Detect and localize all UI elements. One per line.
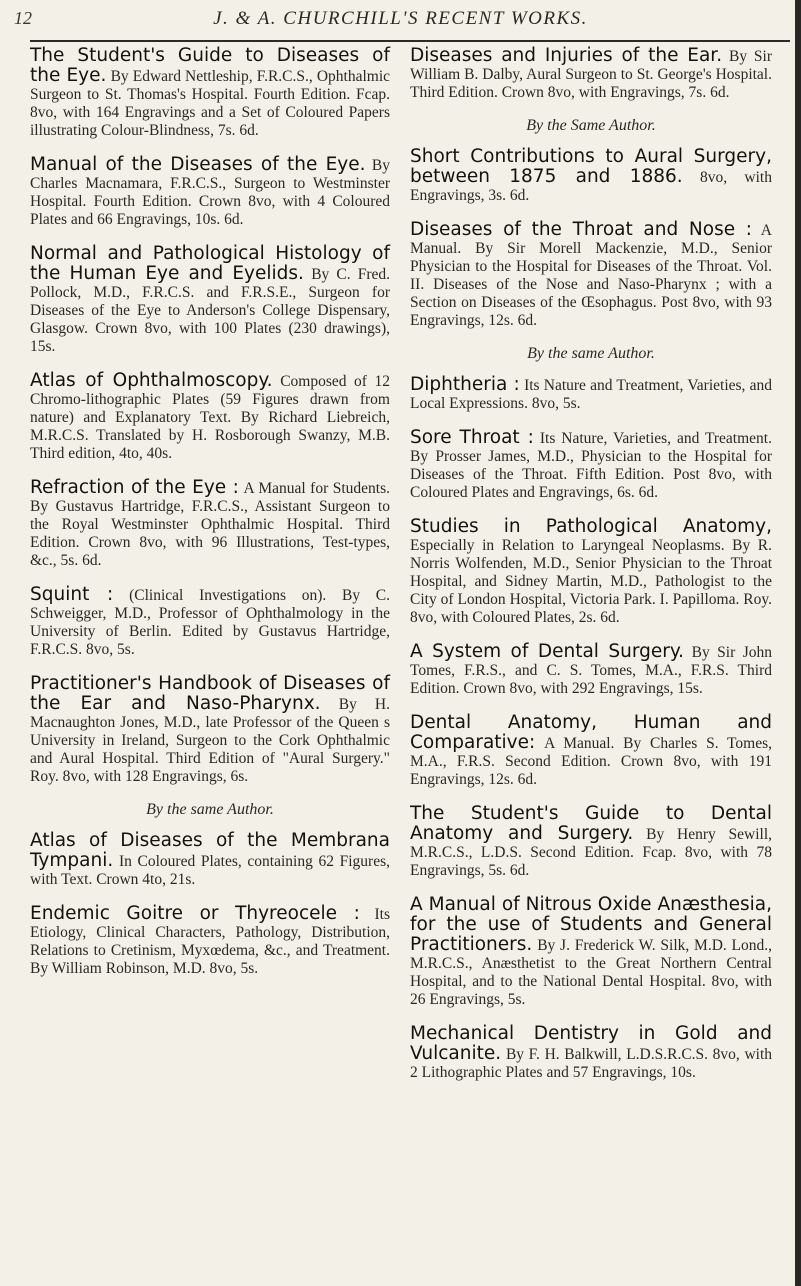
book-entry [410, 642, 772, 698]
book-title: Practitioner's Handbook of Diseases of the Ear and Naso-Pharynx. [30, 673, 390, 714]
book-entry [410, 804, 772, 880]
book-entry [30, 478, 390, 570]
book-entry [410, 713, 772, 789]
book-title: Diseases of the Throat and Nose : [410, 219, 752, 240]
book-entry [30, 831, 390, 889]
left-column [30, 46, 390, 993]
book-title: The Student's Guide to Diseases of the Eye. [30, 45, 390, 86]
book-title: Squint : [30, 584, 114, 605]
book-title: Studies in Pathological Anatomy, [410, 516, 772, 537]
book-entry [410, 220, 772, 330]
book-title: Diseases and Injuries of the Ear. [410, 45, 723, 66]
book-title: Short Contributions to Aural Surgery, between 1875 and 1886. [410, 146, 772, 187]
book-description: Composed of 12 Chromo-lithographic Plates (59 Figures drawn from nature) and Explanatory Text. By Richard Liebreich, M.R.C.S. Translated by H. Rosborough Swanzy, M.B. Third edition, 4to, 40s. [30, 373, 391, 462]
book-description: By Sir William B. Dalby, Aural Surgeon to St. George's Hospital. Third Edition. Crown 8vo, with Engravings, 7s. 6d. [410, 48, 772, 101]
book-title: The Student's Guide to Dental Anatomy and Surgery. [410, 803, 772, 844]
book-description: By Henry Sewill, M.R.C.S., L.D.S. Second Edition. Fcap. 8vo, with 78 Engravings, 5s. 6d. [410, 826, 773, 879]
book-entry [30, 155, 390, 229]
book-title: A Manual of Nitrous Oxide Anæsthesia, for the use of Students and General Practitioners. [410, 894, 772, 955]
book-description: Its Nature, Varieties, and Treatment. By Prosser James, M.D., Physician to the Hospital for Diseases of the Throat. Fifth Edition. Post 8vo, with Coloured Plates and Engravings, 6s. 6d. [410, 430, 772, 501]
book-title: Normal and Pathological Histology of the Human Eye and Eyelids. [30, 243, 390, 284]
book-title: Dental Anatomy, Human and Comparative: [410, 712, 772, 753]
book-title: Mechanical Dentistry in Gold and Vulcanite. [410, 1023, 772, 1064]
book-title: A System of Dental Surgery. [410, 641, 685, 662]
byline: By the Same Author. [526, 117, 656, 134]
book-description: By Charles Macnamara, F.R.C.S., Surgeon to Westminster Hospital. Fourth Edition. Crown 8vo, with 4 Coloured Plates and 66 Engravings, 10s. 6d. [30, 157, 390, 228]
book-description: By J. Frederick W. Silk, M.D. Lond., M.R.C.S., Anæsthetist to the Great Northern Central Hospital, and to the National Dental Hospital. 8vo, with 26 Engravings, 5s. [410, 937, 772, 1008]
byline: By the same Author. [146, 801, 274, 818]
running-title: J. & A. CHURCHILL'S RECENT WORKS. [213, 8, 588, 29]
book-entry [30, 46, 390, 140]
book-entry [30, 244, 390, 356]
page-edge [795, 0, 801, 1286]
book-description: A Manual for Students. By Gustavus Hartridge, F.R.C.S., Assistant Surgeon to the Royal Westminster Ophthalmic Hospital. Third Edition. Crown 8vo, with 96 Illustrations, Test-types, &c., 5s. 6d. [30, 480, 391, 569]
right-column [410, 46, 772, 1097]
book-description: Especially in Relation to Laryngeal Neoplasms. By R. Norris Wolfenden, M.D., Senior Physician to the Throat Hospital, and Sidney Martin, M.D., Pathologist to the City of London Hospital, Victoria Park. I. Papilloma. Roy. 8vo, with Coloured Plates, 2s. 6d. [410, 537, 772, 626]
book-description: In Coloured Plates, containing 62 Figures, with Text. Crown 4to, 21s. [30, 853, 390, 888]
byline: By the same Author. [527, 345, 655, 362]
book-entry [410, 375, 772, 413]
book-description: Its Etiology, Clinical Characters, Pathology, Distribution, Relations to Cretinism, Myxœdema, &c., and Treatment. By William Robinson, M.D. 8vo, 5s. [30, 906, 390, 977]
header-rule [30, 40, 790, 42]
book-description: By Edward Nettleship, F.R.C.S., Ophthalmic Surgeon to St. Thomas's Hospital. Fourth Edition. Fcap. 8vo, with 164 Engravings and a Set of Coloured Papers illustrating Colour-Blindness, 7s. 6d. [30, 68, 391, 139]
book-entry [410, 428, 772, 502]
book-entry [30, 371, 390, 463]
book-description: A Manual. By Sir Morell Mackenzie, M.D., Senior Physician to the Hospital for Diseases of the Throat. Vol. II. Diseases of the Nose and Naso-Pharynx ; with a Section on Diseases of the Œsophagus. Post 8vo, with 93 Engravings, 12s. 6d. [410, 222, 772, 329]
book-title: Endemic Goitre or Thyreocele : [30, 903, 360, 924]
book-description: By C. Fred. Pollock, M.D., F.R.C.S. and F.R.S.E., Surgeon for Diseases of the Eye to Anderson's College Dispensary, Glasgow. Crown 8vo, with 100 Plates (230 drawings), 15s. [30, 266, 390, 355]
page-number: 12 [14, 8, 32, 28]
book-entry [410, 1024, 772, 1082]
book-description: By H. Macnaughton Jones, M.D., late Professor of the Queen s University in Ireland, Surgeon to the Cork Ophthalmic and Aural Hospital. Third Edition of "Aural Surgery." Roy. 8vo, with 128 Engravings, 6s. [30, 696, 391, 785]
book-title: Atlas of Diseases of the Membrana Tympani. [30, 830, 390, 871]
book-description: Its Nature and Treatment, Varieties, and Local Expressions. 8vo, 5s. [410, 377, 773, 412]
book-entry [30, 904, 390, 978]
book-title: Atlas of Ophthalmoscopy. [30, 370, 273, 391]
book-description: A Manual. By Charles S. Tomes, M.A., F.R.S. Second Edition. Crown 8vo, with 191 Engravings, 12s. 6d. [410, 735, 773, 788]
book-entry [30, 585, 390, 659]
book-title: Diphtheria : [410, 374, 520, 395]
book-entry [410, 895, 772, 1009]
book-entry [410, 46, 772, 102]
book-entry [410, 517, 772, 627]
book-description: By Sir John Tomes, F.R.S., and C. S. Tomes, M.A., F.R.S. Third Edition. Crown 8vo, with 292 Engravings, 15s. [410, 644, 773, 697]
book-title: Refraction of the Eye : [30, 477, 239, 498]
book-description: By F. H. Balkwill, L.D.S.R.C.S. 8vo, with 2 Lithographic Plates and 57 Engravings, 10s. [410, 1046, 773, 1081]
book-title: Sore Throat : [410, 427, 534, 448]
book-description: (Clinical Investigations on). By C. Schweigger, M.D., Professor of Ophthalmology in the University of Berlin. Edited by Gustavus Hartridge, F.R.C.S. 8vo, 5s. [30, 587, 390, 658]
book-title: Manual of the Diseases of the Eye. [30, 154, 366, 175]
book-entry [30, 674, 390, 786]
book-description: 8vo, with Engravings, 3s. 6d. [410, 169, 772, 204]
book-entry [410, 147, 772, 205]
